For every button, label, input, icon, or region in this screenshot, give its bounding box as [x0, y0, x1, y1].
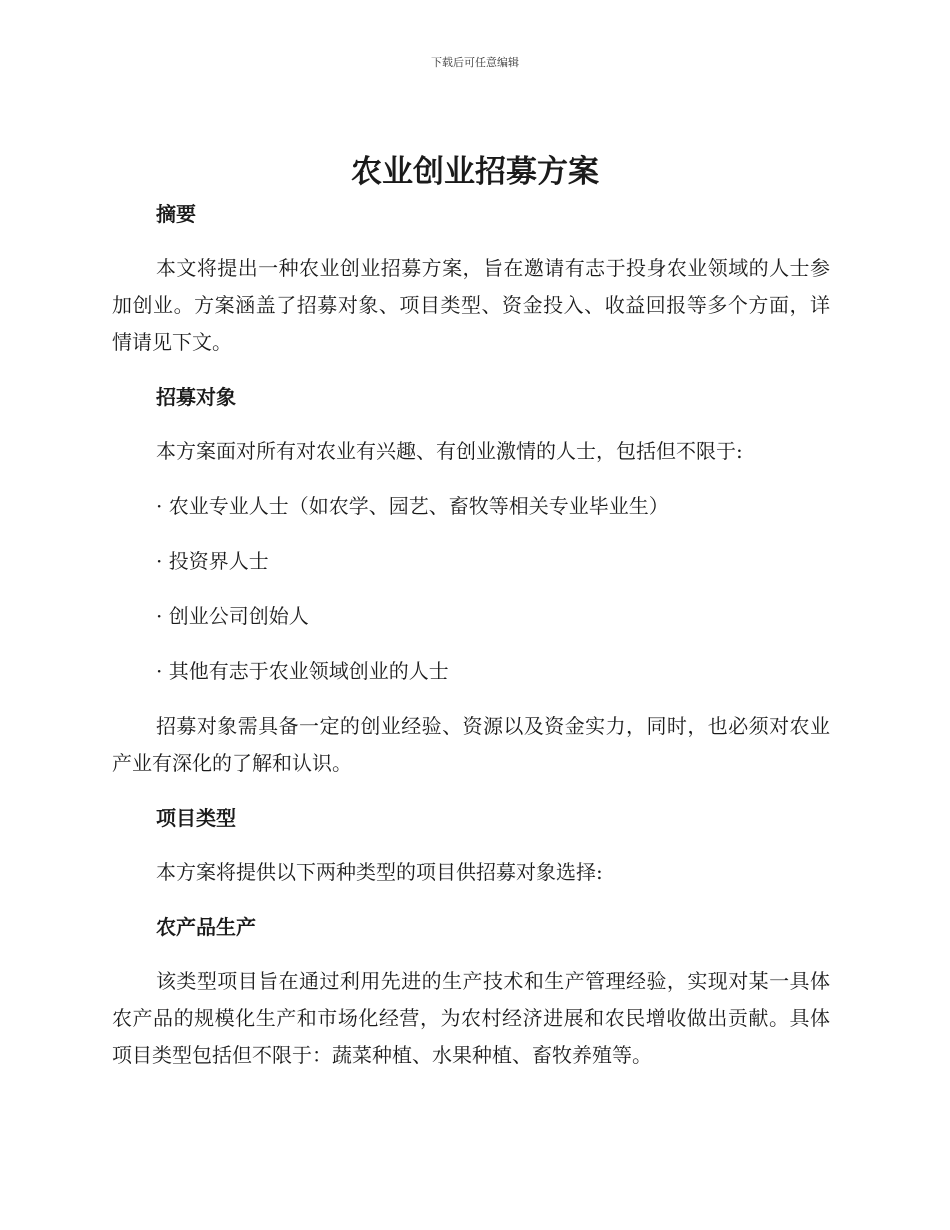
production-paragraph: 该类型项目旨在通过利用先进的生产技术和生产管理经验，实现对某一具体农产品的规模化生产和市场化经营，为农村经济进展和农民增收做出贡献。具体项目类型包括但不限于：蔬菜种植、水果种植、畜牧养殖等。: [112, 969, 830, 1067]
production-heading: 农产品生产: [156, 915, 256, 939]
list-item: · 其他有志于农业领域创业的人士: [156, 659, 449, 683]
list-item: · 投资界人士: [156, 549, 269, 573]
abstract-heading: 摘要: [156, 202, 196, 226]
abstract-paragraph: 本文将提出一种农业创业招募方案，旨在邀请有志于投身农业领域的人士参加创业。方案涵盖了招募对象、项目类型、资金投入、收益回报等多个方面，详情请见下文。: [112, 256, 830, 354]
targets-requirement: 招募对象需具备一定的创业经验、资源以及资金实力，同时，也必须对农业产业有深化的了解和认识。: [112, 714, 830, 775]
document-title: 农业创业招募方案: [351, 154, 599, 190]
targets-intro: 本方案面对所有对农业有兴趣、有创业激情的人士，包括但不限于:: [156, 439, 743, 463]
list-item: · 创业公司创始人: [156, 604, 309, 628]
header-note: 下载后可任意编辑: [431, 56, 519, 69]
list-item: · 农业专业人士（如农学、园艺、畜牧等相关专业毕业生）: [156, 494, 669, 518]
types-intro: 本方案将提供以下两种类型的项目供招募对象选择:: [156, 860, 603, 884]
document-body: [112, 196, 830, 1074]
types-heading: 项目类型: [156, 806, 236, 830]
targets-heading: 招募对象: [156, 385, 236, 409]
